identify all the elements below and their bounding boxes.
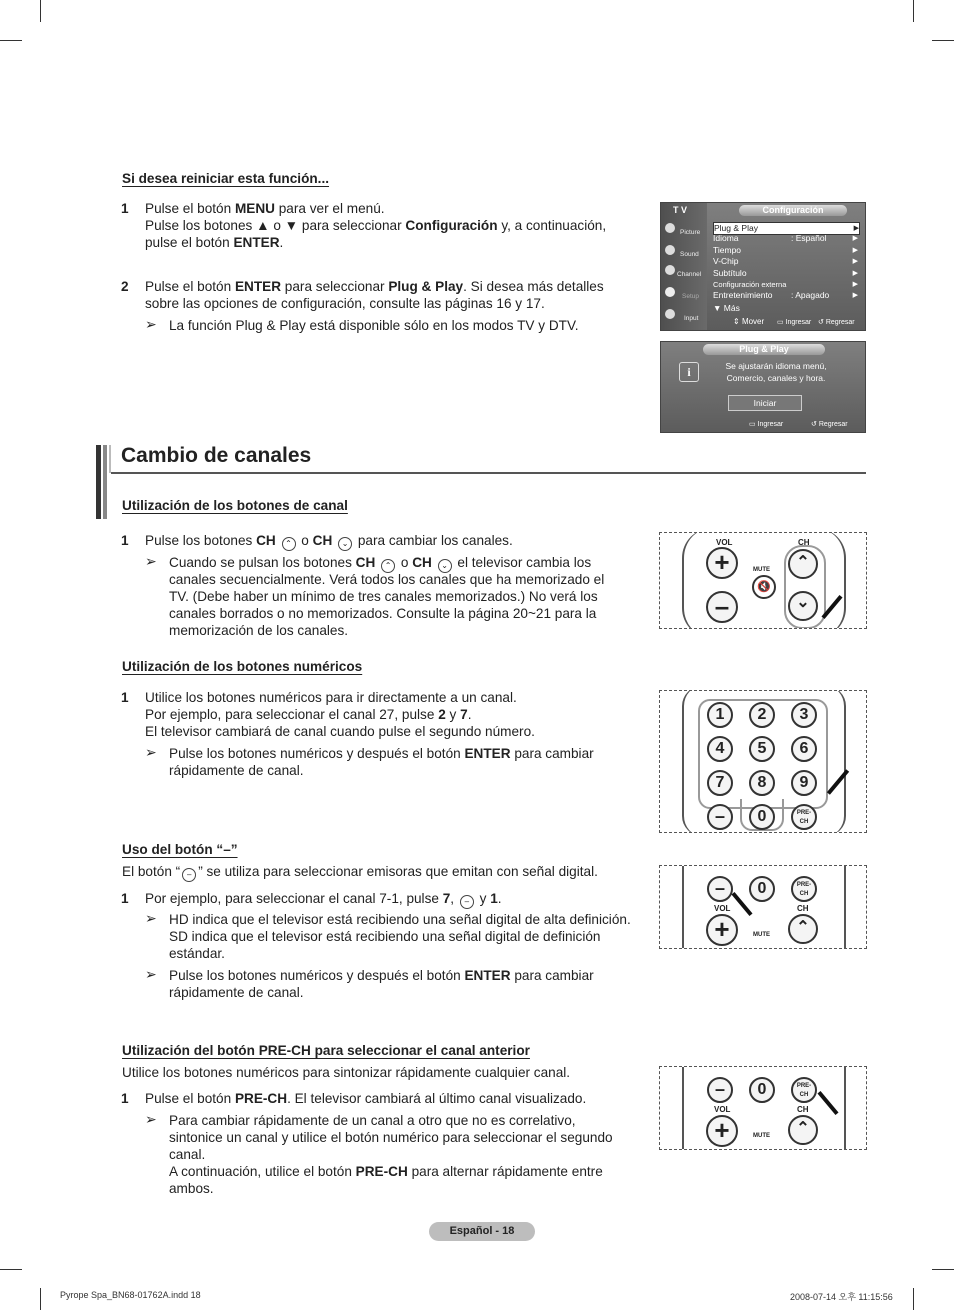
picture-icon [665,223,675,233]
osd-plug-title: Plug & Play [703,344,825,355]
numeric-step-line1: Utilice los botones numéricos para ir directamente a un canal. [145,690,517,705]
start-button[interactable]: Iniciar [728,395,802,411]
digit-0-button[interactable]: 0 [749,804,775,830]
ch-label: CH [797,1105,809,1114]
remote-illustration-prech [659,1066,867,1150]
osd-side-channel: Channel [677,271,702,278]
channel-step1: Pulse los botones CH ⌃ o CH ⌄ para cambiar los canales. [145,532,513,551]
prech-note-line4: A continuación, utilice el botón PRE-CH para alternar rápidamente entre [169,1164,603,1179]
osd-row-mas[interactable]: ▼ Más [713,303,740,313]
crop-mark [913,1288,914,1310]
dash-note2-line2: rápidamente de canal. [169,985,304,1000]
file-name: Pyrope Spa_BN68-01762A.indd 18 [60,1290,201,1300]
ch-up-icon: ⌃ [381,559,395,573]
digit-7-button[interactable]: 7 [707,770,733,796]
print-timestamp: 2008-07-14 오후 11:15:56 [790,1292,893,1302]
reset-step1-line2: Pulse los botones ▲ o ▼ para seleccionar Configuración y, a continuación, [145,218,607,233]
numeric-step-line2: Por ejemplo, para seleccionar el canal 27, pulse 2 y 7. [145,707,472,722]
mute-label: MUTE [753,1133,770,1139]
step-number: 2 [121,279,129,294]
digit-9-button[interactable]: 9 [791,770,817,796]
channel-note-line4: canales borrados o no memorizados. Consulte la página 20~21 para la [169,606,597,621]
digit-0-button[interactable]: 0 [749,1077,775,1103]
vol-up-button[interactable]: + [706,914,738,946]
title-bar-accent [109,445,111,473]
osd-row-vchip[interactable]: V-Chip ▶ [713,256,858,266]
osd-row-config-externa[interactable]: Configuración externa ▶ [713,280,858,289]
digit-1-button[interactable]: 1 [707,702,733,728]
dash-note1-line2: SD indica que el televisor está recibiendo una señal digital de definición [169,929,601,944]
osd-hint-return: ↺ Regresar [818,319,855,326]
vol-up-button[interactable]: + [706,1115,738,1147]
sound-icon [665,245,675,255]
vol-down-button[interactable]: – [706,591,738,623]
dash-icon: – [460,895,474,909]
title-underline [111,472,866,474]
prech-note-line2: sintonice un canal y utilice el botón numérico para seleccionar el segundo [169,1130,613,1145]
osd-side-setup: Setup [682,293,699,300]
prech-intro: Utilice los botones numéricos para sintonizar rápidamente cualquier canal. [122,1065,571,1080]
osd-side-input: Input [684,315,699,322]
title-bar-accent [103,445,107,519]
numeric-buttons-heading: Utilización de los botones numéricos [122,659,363,674]
channel-icon [665,265,675,275]
crop-mark [913,0,914,22]
vol-label: VOL [716,538,733,547]
osd-plug-message2: Comercio, canales y hora. [726,373,826,383]
osd-hint-move: ⇕ Mover [733,317,765,326]
step-number: 1 [121,201,129,216]
channel-note-line1: Cuando se pulsan los botones CH ⌃ o CH ⌄ el televisor cambia los [169,554,591,573]
channel-buttons-heading: Utilización de los botones de canal [122,498,348,513]
prech-note-line1: Para cambiar rápidamente de un canal a otro que no es correlativo, [169,1113,576,1128]
setup-icon [665,287,675,297]
step-number: 1 [121,533,129,548]
mute-icon[interactable]: 🔇 [752,575,776,599]
numeric-step-line3: El televisor cambiará de canal cuando pulse el segundo número. [145,724,535,739]
crop-mark [0,1269,22,1270]
ch-up-button[interactable]: ⌃ [788,1115,818,1145]
crop-mark [40,1288,41,1310]
title-bar-accent [96,445,101,519]
crop-mark [0,40,22,41]
digit-8-button[interactable]: 8 [749,770,775,796]
reset-note: La función Plug & Play está disponible sólo en los modos TV y DTV. [169,318,579,333]
prech-step1: Pulse el botón PRE-CH. El televisor cambiará al último canal visualizado. [145,1091,587,1106]
dash-icon: – [182,868,196,882]
note-arrow-icon: ➢ [145,966,157,982]
reset-step1-line3: pulse el botón ENTER. [145,235,284,250]
osd-row-subtitulo[interactable]: Subtítulo ▶ [713,268,858,278]
note-arrow-icon: ➢ [145,316,157,332]
ch-label: CH [798,538,810,547]
prech-button[interactable]: PRE-CH [791,876,817,902]
digit-4-button[interactable]: 4 [707,736,733,762]
ch-up-icon: ⌃ [282,537,296,551]
remote-illustration-channel [659,532,867,629]
note-arrow-icon: ➢ [145,744,157,760]
numeric-note-line1: Pulse los botones numéricos y después el botón ENTER para cambiar [169,746,594,761]
channel-note-line2: canales secuencialmente. Verá todos los canales que ha memorizado el [169,572,605,587]
vol-label: VOL [714,1105,731,1114]
remote-illustration-numeric [659,690,867,833]
prech-note-line3: canal. [169,1147,206,1162]
digit-2-button[interactable]: 2 [749,702,775,728]
reset-step2-line2: sobre las opciones de configuración, consulte las páginas 16 y 17. [145,296,545,311]
osd-row-idioma[interactable]: Idioma : Español ▶ [713,233,858,243]
input-icon [665,309,675,319]
vol-label: VOL [714,904,731,913]
channel-note-line5: memorización de los canales. [169,623,349,638]
note-arrow-icon: ➢ [145,910,157,926]
mute-label: MUTE [753,932,770,938]
digit-3-button[interactable]: 3 [791,702,817,728]
ch-down-icon: ⌄ [438,559,452,573]
osd-config-screen [660,202,866,331]
crop-mark [932,1269,954,1270]
osd-hint-enter: ▭ Ingresar [777,319,812,326]
step-number: 1 [121,891,129,906]
ch-up-button[interactable]: ⌃ [788,914,818,944]
digit-6-button[interactable]: 6 [791,736,817,762]
ch-label: CH [797,904,809,913]
numeric-note-line2: rápidamente de canal. [169,763,304,778]
ch-down-button[interactable]: ⌄ [788,591,818,621]
step-number: 1 [121,1091,129,1106]
ch-up-button[interactable]: ⌃ [788,549,818,579]
prech-heading: Utilización del botón PRE-CH para seleccionar el canal anterior [122,1043,530,1058]
dash-intro: El botón “ – ” se utiliza para seleccionar emisoras que emitan con señal digital. [122,863,598,882]
info-icon: i [679,362,699,382]
dash-button-heading: Uso del botón “–” [122,842,238,857]
mute-label: MUTE [753,567,770,573]
dash-note2-line1: Pulse los botones numéricos y después el botón ENTER para cambiar [169,968,594,983]
osd-side-picture: Picture [680,229,701,236]
dash-step1: Por ejemplo, para seleccionar el canal 7-1, pulse 7, – y 1. [145,890,502,909]
osd-title: Configuración [739,205,847,216]
osd-plug-play-screen [660,341,866,433]
channel-note-line3: TV. (Debe haber un mínimo de tres canales memorizados.) No verá los [169,589,598,604]
remote-illustration-dash [659,865,867,949]
step-number: 1 [121,690,129,705]
dash-note1-line3: estándar. [169,946,225,961]
dash-button[interactable]: – [707,876,733,902]
osd-tv-label: T V [673,205,688,215]
osd-row-tiempo[interactable]: Tiempo ▶ [713,245,858,255]
prech-button[interactable]: PRE-CH [791,804,817,830]
osd-plug-message1: Se ajustarán idioma menú, [725,361,827,371]
digit-0-button[interactable]: 0 [749,876,775,902]
digit-5-button[interactable]: 5 [749,736,775,762]
dash-button[interactable]: – [707,1077,733,1103]
osd-plug-hint-return: ↺ Regresar [811,421,848,428]
osd-row-plug-play[interactable]: Plug & Play ▶ [714,223,859,233]
reset-heading: Si desea reiniciar esta función... [122,171,330,186]
crop-mark [932,40,954,41]
dash-note1-line1: HD indica que el televisor está recibiendo una señal digital de alta definición. [169,912,631,927]
crop-mark [40,0,41,22]
reset-step1-line1: Pulse el botón MENU para ver el menú. [145,201,385,216]
reset-step2-line1: Pulse el botón ENTER para seleccionar Plug & Play. Si desea más detalles [145,279,604,294]
ch-down-icon: ⌄ [338,537,352,551]
osd-row-entretenimiento[interactable]: Entretenimiento : Apagado ▶ [713,290,858,300]
page-number-badge: Español - 18 [429,1222,535,1241]
vol-up-button[interactable]: + [706,547,738,579]
page-title: Cambio de canales [121,444,312,467]
note-arrow-icon: ➢ [145,1111,157,1127]
note-arrow-icon: ➢ [145,553,157,569]
prech-note-line5: ambos. [169,1181,214,1196]
dash-button[interactable]: – [707,804,733,830]
prech-button[interactable]: PRE-CH [791,1077,817,1103]
osd-plug-hint-enter: ▭ Ingresar [749,421,784,428]
osd-side-sound: Sound [680,251,699,258]
